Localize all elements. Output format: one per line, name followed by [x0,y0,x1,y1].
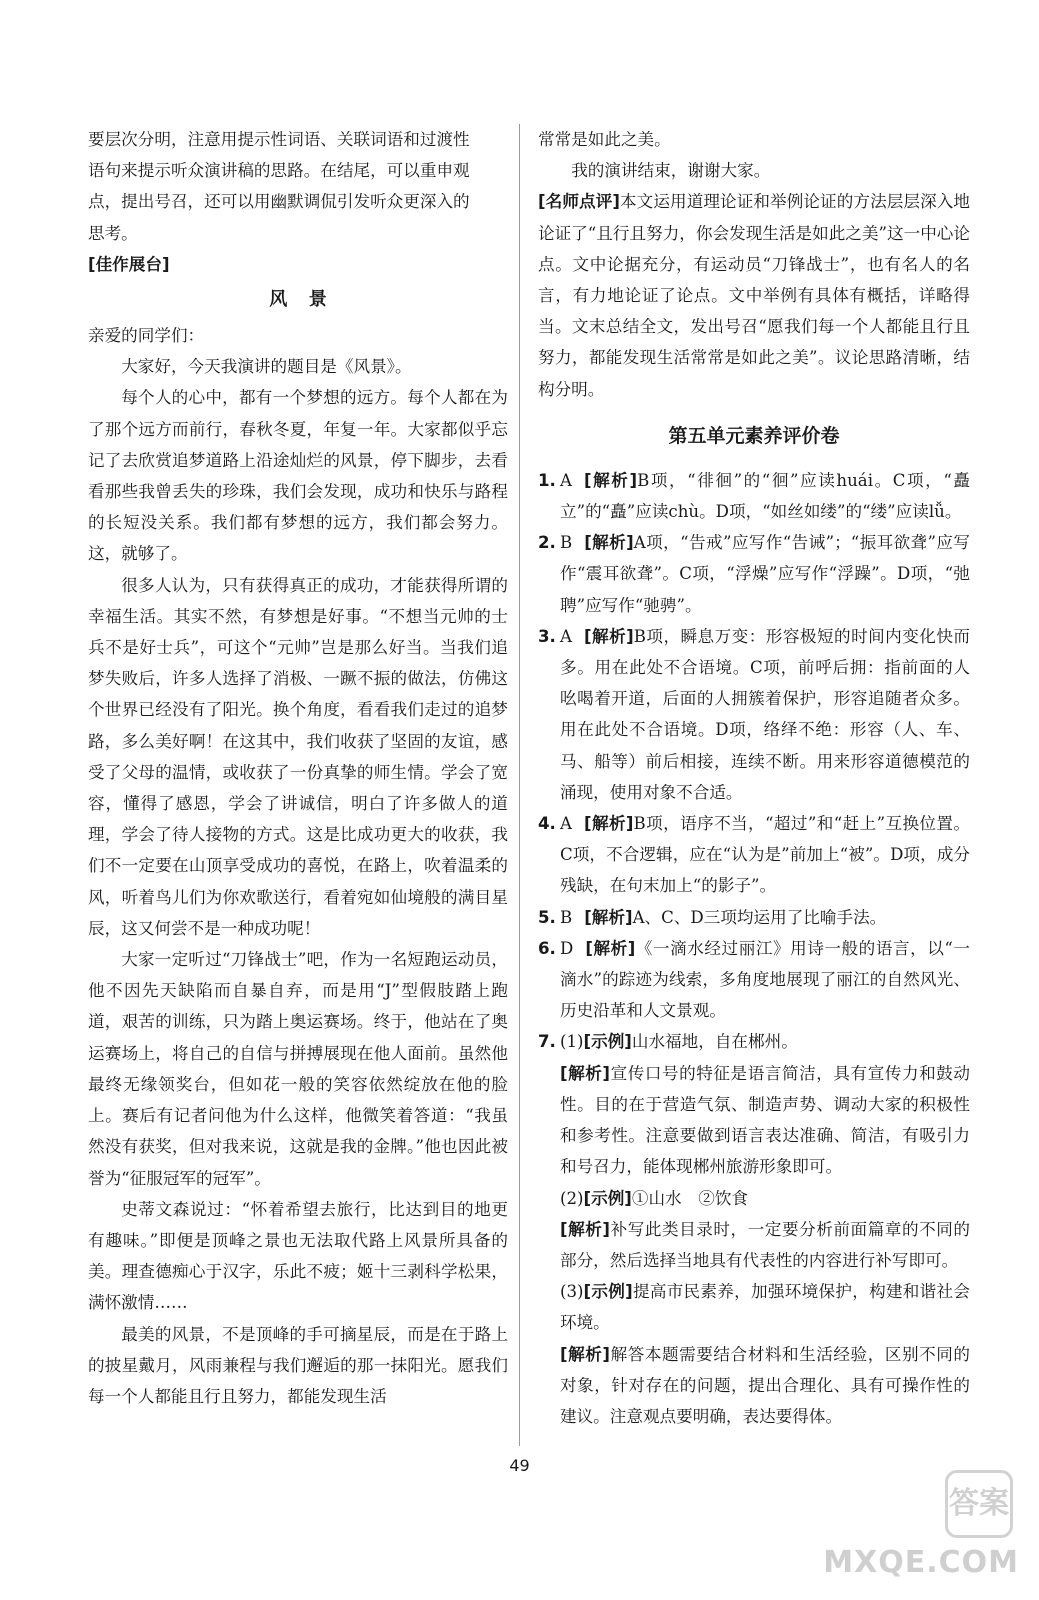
answer-item: 5. B [解析]A、C、D三项均运用了比喻手法。 [538,907,887,927]
answer-item-7: 7. (1)[示例]山水福地，自在郴州。 [解析]宣传口号的特征是语言简洁，具有宣传力和鼓动性。目的在于营造气氛、制造声势、调动大家的积极性和参考性。注意要做到语言表达准确、简洁，有吸引力和号召力，能体现郴州旅游形象即可。 (2)[示例]①山水 ②饮食 [解析]补写此类目录时，一定要分析前面篇章的不同的部分，然后选择当地具有代表性的内容进行补写即可。 (3)[示例]提高市民素养，加强环境保护，构建和谐社会环境。 [解析]解答本题需要结合材料和生活经验，区别不同的对象，针对存在的问题，提出合理化、具有可操作性的建议。注意观点要明确，表达要得体。 [538,1032,971,1426]
answer-item: 6. D [解析]《一滴水经过丽江》用诗一般的语言，以“一滴水”的踪迹为线索，多角度地展现了丽江的自然风光、历史沿革和人文景观。 [538,938,970,1021]
comment-label: [名师点评] [538,192,620,212]
intro-line: 思考。 [88,223,138,243]
watermark-logo: 答案 [945,1470,1013,1538]
intro-line: 点，提出号召，还可以用幽默调侃引发听众更深入的 [88,192,470,212]
answer-item: 2. B [解析]A项，“告戒”应写作“告诫”；“振耳欲聋”应写作“震耳欲聋”。C项，“浮燥”应写作“浮躁”。D项，“弛聘”应写作“驰骋”。 [538,533,970,615]
unit-title: 第五单元素养评价卷 [668,424,840,447]
intro-line: 要层次分明，注意用提示性词语、关联词语和过渡性 [88,130,470,149]
essay-title: 风景 [269,289,349,311]
essay-continuation: 常常是如此之美。 [538,130,671,149]
answer-item: 3. A [解析]B项，瞬息万变：形容极短的时间内变化快而多。用在此处不合语境。C项，前呼后拥：指前面的人吆喝着开道，后面的人拥簇着保护，形容追随者众多。用在此处不合语境。D项，络绎不绝：形容（人、车、马、船等）前后相接，连续不断。用来形容道德模范的涌现，使用对象不合适。 [538,626,970,802]
right-column [538,124,970,1432]
intro-line: 语句来提示听众演讲稿的思路。在结尾，可以重申观 [88,161,470,181]
section-label: [佳作展台] [88,254,170,274]
answer-item: 4. A [解析]B项，语序不当，“超过”和“赶上”互换位置。C项，不合逻辑，应在“认为是”前加上“被”。D项，成分残缺，在句末加上“的影子”。 [538,814,970,896]
essay-closing: 我的演讲结束，谢谢大家。 [571,161,771,181]
essay-paragraph: 大家好，今天我演讲的题目是《风景》。 [121,357,412,377]
essay-paragraph: 史蒂文森说过：“怀着希望去旅行，比达到目的地更有趣味。”即便是顶峰之景也无法取代路上风景所具备的美。理查德痴心于汉字，乐此不疲；姬十三剥科学松果，满怀激情…… [88,1199,508,1313]
essay-paragraph: 很多人认为，只有获得真正的成功，才能获得所谓的幸福生活。其实不然，有梦想是好事。“不想当元帅的士兵不是好士兵”，可这个“元帅”岂是那么好当。当我们追梦失败后，许多人选择了消极、一蹶不振的做法，仿佛这个世界已经没有了阳光。换个角度，看看我们走过的追梦路，多么美好啊！在这其中，我们收获了坚固的友谊，感受了父母的温情，或收获了一份真挚的师生情。学会了宽容，懂得了感恩，学会了讲诚信，明白了许多做人的道理，学会了待人接物的方式。这是比成功更大的收获，我们不一定要在山顶享受成功的喜悦，在路上，吹着温柔的风，听着鸟儿们为你欢歌送行，看着宛如仙境般的满目星辰，这又何尝不是一种成功呢！ [88,575,508,938]
essay-paragraph: 大家一定听过“刀锋战士”吧，作为一名短跑运动员，他不因先天缺陷而自暴自弃，而是用“J”型假肢踏上跑道，艰苦的训练，只为踏上奥运赛场。终于，他站在了奥运赛场上，将自己的自信与拼搏展现在他人面前。虽然他最终无缘领奖台，但如花一般的笑容依然绽放在他的脸上。赛后有记者问他为什么这样，他微笑着答道：“我虽然没有获奖，但对我来说，这就是我的金牌。”他也因此被誉为“征服冠军的冠军”。 [88,950,508,1188]
essay-paragraph: 最美的风景，不是顶峰的手可摘星辰，而是在于路上的披星戴月，风雨兼程与我们邂逅的那一抹阳光。愿我们每一个人都能且行且努力，都能发现生活 [88,1324,508,1406]
salutation: 亲爱的同学们： [88,326,205,346]
left-column [88,124,508,1412]
teacher-comment [538,186,970,404]
watermark-site: MXQE.COM [823,1545,1019,1580]
comment-text: 本文运用道理论证和举例论证的方法层层深入地论证了“且行且努力，你会发现生活是如此之美”这一中心论点。文中论据充分，有运动员“刀锋战士”，也有名人的名言，有力地论证了论点。文中举例有具体有概括，详略得当。文末总结全文，发出号召“愿我们每一个人都能且行且努力，都能发现生活常常是如此之美”。议论思路清晰，结构分明。 [538,192,971,399]
answer-item: 1. A [解析]B项，“徘徊”的“徊”应读huái。C项，“矗立”的“矗”应读chù。D项，“如丝如缕”的“缕”应读lǚ。 [538,470,971,522]
page-number: 49 [509,1456,530,1475]
column-divider [519,124,520,1446]
essay-paragraph: 每个人的心中，都有一个梦想的远方。每个人都在为了那个远方而前行，春秋冬夏，年复一年。大家都似乎忘记了去欣赏追梦道路上沿途灿烂的风景，停下脚步，去看看那些我曾丢失的珍珠，我们会发现，成功和快乐与路程的长短没关系。我们都有梦想的远方，我们都会努力。这，就够了。 [88,388,508,564]
